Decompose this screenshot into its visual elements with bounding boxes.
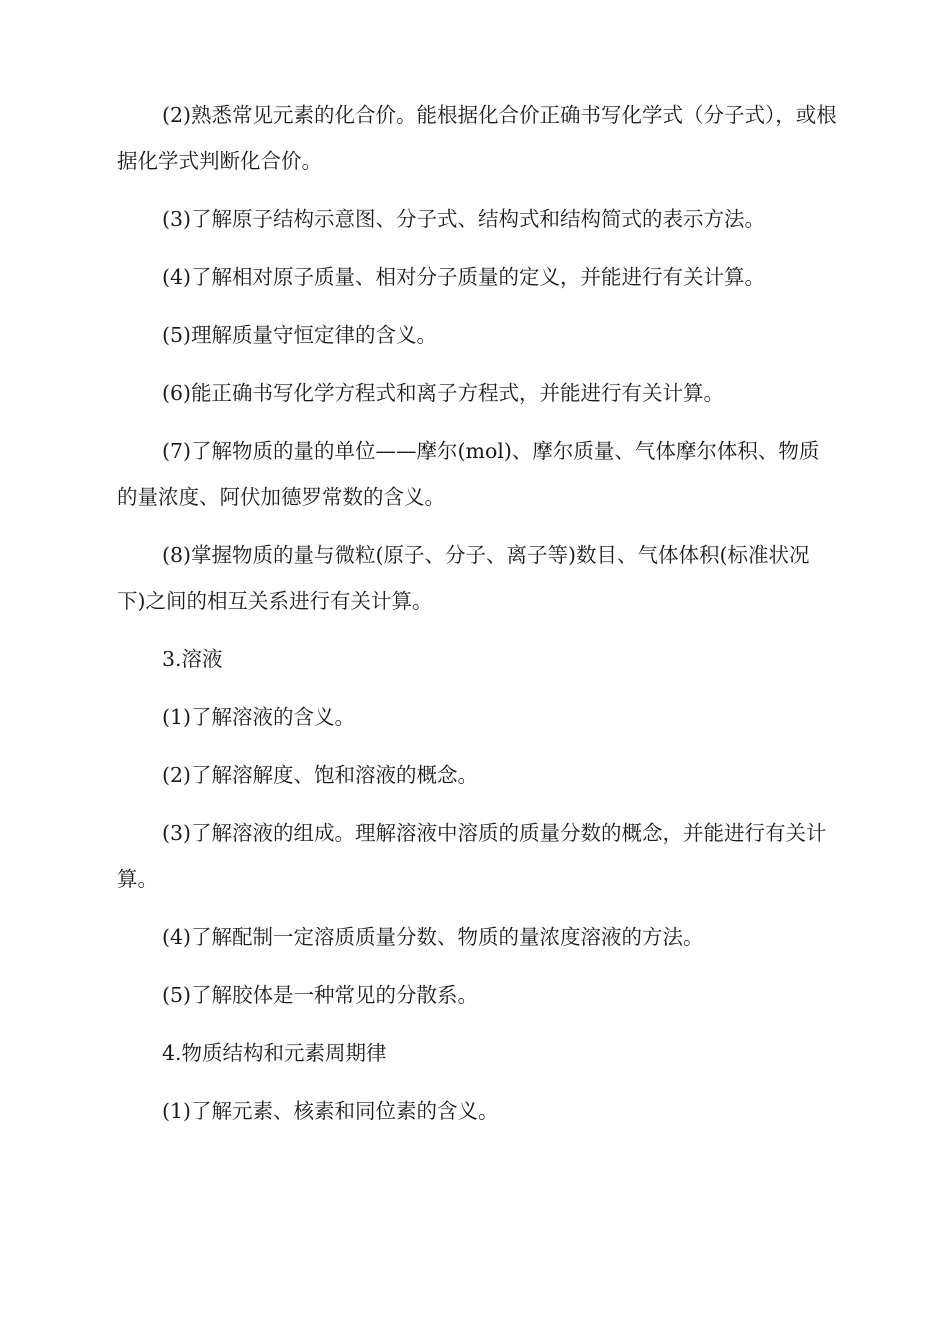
paragraph-isotopes: (1)了解元素、核素和同位素的含义。	[162, 1099, 499, 1123]
paragraph-relative-mass: (4)了解相对原子质量、相对分子质量的定义，并能进行有关计算。	[162, 265, 766, 289]
paragraph-mass-conservation: (5)理解质量守恒定律的含义。	[162, 323, 438, 347]
paragraph-structure-diagrams: (3)了解原子结构示意图、分子式、结构式和结构简式的表示方法。	[162, 207, 766, 231]
document-body	[117, 92, 837, 1146]
paragraph-solubility: (2)了解溶解度、饱和溶液的概念。	[162, 763, 479, 787]
paragraph-solution-composition: (3)了解溶液的组成。理解溶液中溶质的质量分数的概念，并能进行有关计算。	[117, 821, 827, 891]
paragraph-solution-meaning: (1)了解溶液的含义。	[162, 705, 356, 729]
paragraph-mole-calculations: (8)掌握物质的量与微粒(原子、分子、离子等)数目、气体体积(标准状况下)之间的相互关系进行有关计算。	[117, 543, 810, 613]
paragraph-equations: (6)能正确书写化学方程式和离子方程式，并能进行有关计算。	[162, 381, 725, 405]
paragraph-mole-units: (7)了解物质的量的单位——摩尔(mol)、摩尔质量、气体摩尔体积、物质的量浓度、阿伏加德罗常数的含义。	[117, 439, 820, 509]
paragraph-solution-preparation: (4)了解配制一定溶质质量分数、物质的量浓度溶液的方法。	[162, 925, 704, 949]
section-heading-solutions: 3.溶液	[162, 647, 223, 671]
paragraph-valence: (2)熟悉常见元素的化合价。能根据化合价正确书写化学式（分子式），或根据化学式判断化合价。	[117, 103, 837, 173]
paragraph-colloids: (5)了解胶体是一种常见的分散系。	[162, 983, 479, 1007]
section-heading-periodic-law: 4.物质结构和元素周期律	[162, 1041, 387, 1065]
